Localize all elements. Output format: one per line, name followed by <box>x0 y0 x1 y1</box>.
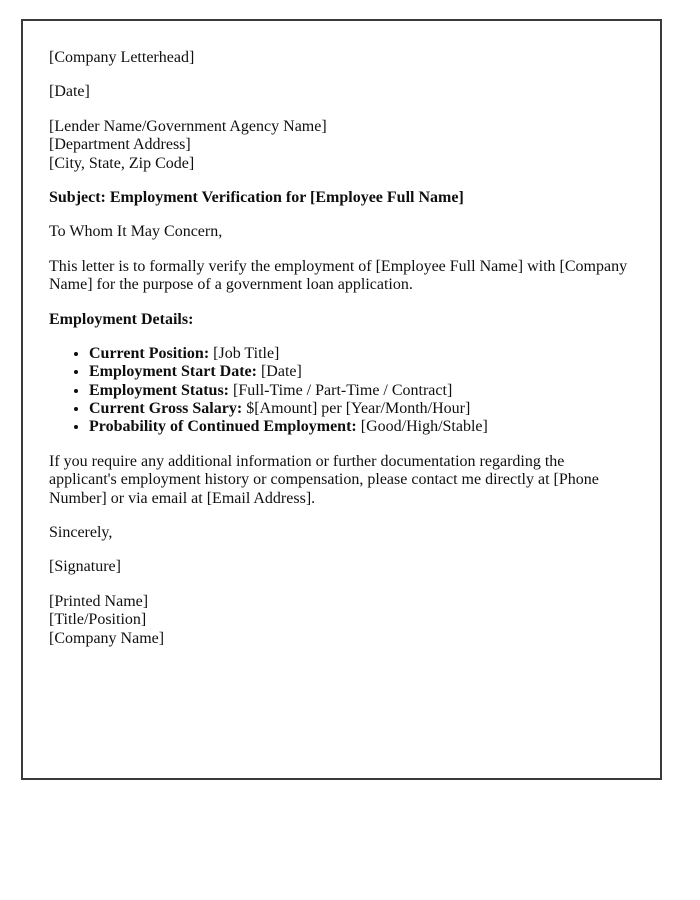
letter-container <box>21 19 662 780</box>
signature-printed-name: [Printed Name] <box>49 592 149 610</box>
detail-value: [Date] <box>260 363 302 381</box>
employment-details-list <box>49 345 634 437</box>
detail-value: [Full-Time / Part-Time / Contract] <box>233 381 453 399</box>
recipient-line-2: [Department Address] <box>49 136 191 154</box>
detail-item-start-date <box>89 363 634 381</box>
detail-value: [Job Title] <box>213 344 280 362</box>
date-line: [Date] <box>49 83 90 101</box>
detail-value: [Good/High/Stable] <box>360 418 488 436</box>
recipient-line-1: [Lender Name/Government Agency Name] <box>49 117 327 135</box>
detail-item-gross-salary <box>89 400 634 418</box>
detail-item-current-position <box>89 345 634 363</box>
detail-label: Current Gross Salary: <box>89 400 243 418</box>
salutation: To Whom It May Concern, <box>49 223 223 241</box>
contact-paragraph: If you require any additional information or further documentation regarding the applicant's employment history or compensation, please contact me directly at [Phone Number] or via email at [Email Address]. <box>49 452 599 507</box>
letterhead: [Company Letterhead] <box>49 49 195 66</box>
detail-item-continued-employment <box>89 418 634 436</box>
detail-item-employment-status <box>89 382 634 400</box>
intro-paragraph: This letter is to formally verify the employment of [Employee Full Name] with [Company Name] for the purpose of a government loan application. <box>49 257 628 294</box>
recipient-line-3: [City, State, Zip Code] <box>49 154 195 172</box>
detail-value: $[Amount] per [Year/Month/Hour] <box>246 400 471 418</box>
signature-block <box>49 593 634 648</box>
details-heading: Employment Details: <box>49 310 194 328</box>
signature-company: [Company Name] <box>49 629 165 647</box>
recipient-address <box>49 118 634 173</box>
signoff: Sincerely, <box>49 524 113 542</box>
detail-label: Current Position: <box>89 344 210 362</box>
subject-line: Subject: Employment Verification for [Employee Full Name] <box>49 188 464 206</box>
detail-label: Employment Start Date: <box>89 363 257 381</box>
detail-label: Probability of Continued Employment: <box>89 418 357 436</box>
signature-placeholder: [Signature] <box>49 558 121 576</box>
signature-title: [Title/Position] <box>49 611 147 629</box>
detail-label: Employment Status: <box>89 381 230 399</box>
